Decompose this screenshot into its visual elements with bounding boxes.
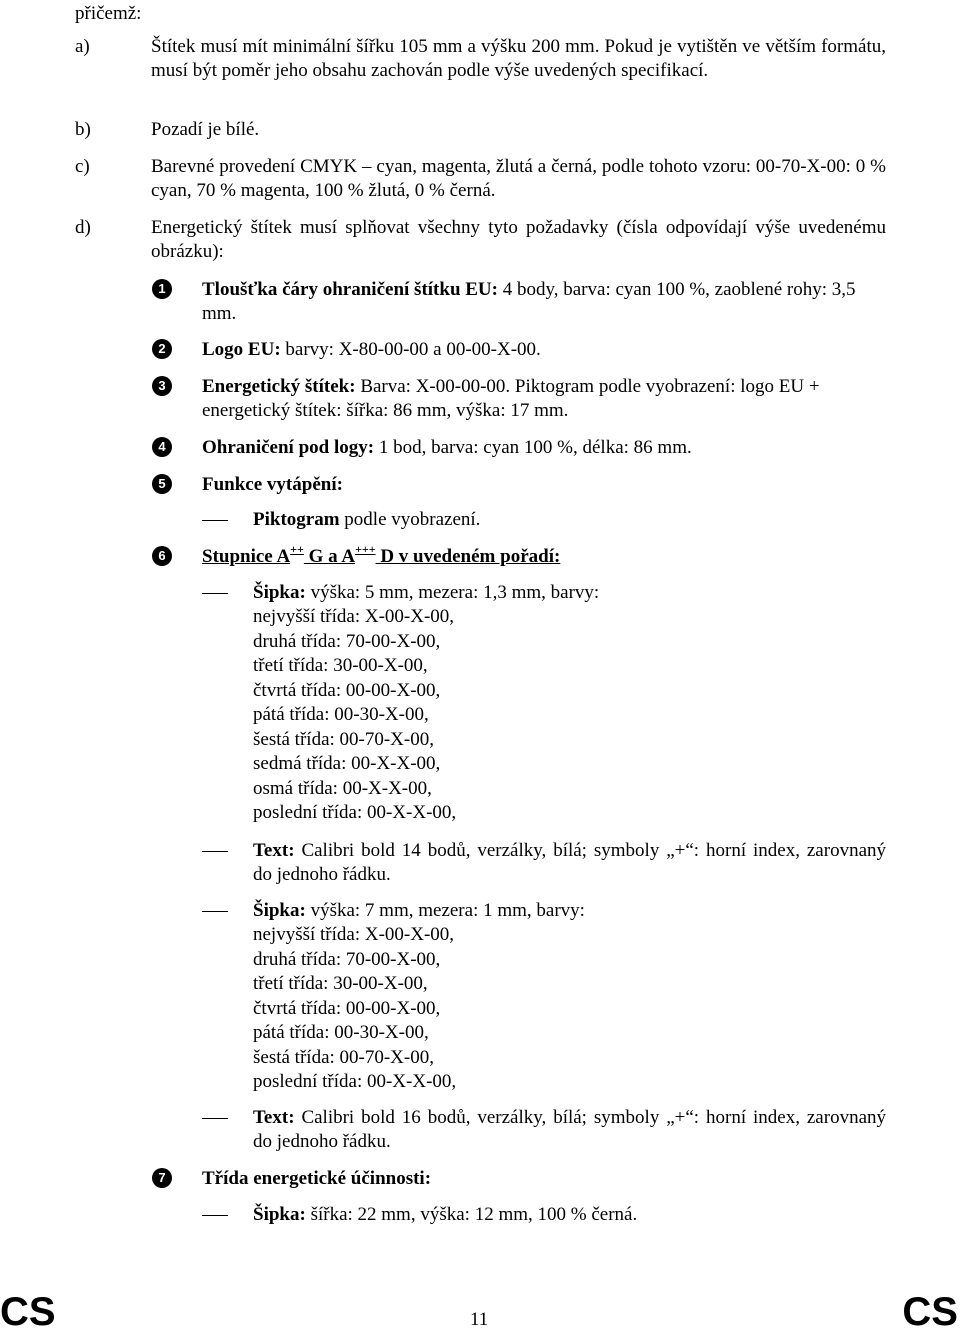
arrow-2-class-line: poslední třída: 00-X-X-00, [253, 1071, 457, 1092]
marker-7-icon: 7 [152, 1168, 172, 1188]
arrow-2-class-line: šestá třída: 00-70-X-00, [253, 1046, 434, 1068]
arrow-1-class-line: pátá třída: 00-30-X-00, [253, 704, 429, 725]
text-1-spec [253, 839, 886, 887]
text-1-title: Text: [253, 840, 295, 861]
arrow-1-class-line: šestá třída: 00-70-X-00, [253, 728, 434, 750]
requirement-3 [202, 375, 886, 423]
scale-sup-1: ++ [290, 542, 304, 556]
marker-1-icon: 1 [152, 279, 172, 299]
requirement-5-title: Funkce vytápění: [202, 474, 343, 495]
item-b-text: Pozadí je bílé. [151, 119, 260, 140]
requirement-7-sub [253, 1203, 637, 1227]
arrow-1-text: výška: 5 mm, mezera: 1,3 mm, barvy: [305, 582, 600, 603]
text-1-text: Calibri bold 14 bodů, verzálky, bílá; symboly „+“: horní index, zarovnaný do jednoho řádku. [253, 840, 886, 885]
requirement-4-title: Ohraničení pod logy: [202, 437, 375, 458]
dash-bullet [202, 593, 228, 594]
arrow-1-spec [253, 581, 886, 826]
arrow-1-class-line: sedmá třída: 00-X-X-00, [253, 753, 441, 774]
text-2-title: Text: [253, 1107, 295, 1128]
arrow-2-class-line: pátá třída: 00-30-X-00, [253, 1022, 429, 1043]
scale-title-c: D v uvedeném pořadí: [375, 546, 561, 567]
requirement-4 [202, 436, 886, 460]
requirement-6-title [202, 542, 561, 569]
marker-6-icon: 6 [152, 546, 172, 566]
item-d-text: Energetický štítek musí splňovat všechny tyto požadavky (čísla odpovídají výše uvedenému obrázku): [151, 217, 886, 262]
arrow-1-class-line: osmá třída: 00-X-X-00, [253, 777, 432, 799]
requirement-1-text: 4 body, barva: cyan 100 %, zaoblené rohy: 3,5 mm. [202, 279, 856, 324]
requirement-7-sub-text: šířka: 22 mm, výška: 12 mm, 100 % černá. [305, 1204, 638, 1225]
item-a-label: a) [75, 36, 90, 57]
dash-bullet [202, 1215, 228, 1216]
intro-text: přičemž: [75, 3, 142, 24]
arrow-1-class-line: čtvrtá třída: 00-00-X-00, [253, 679, 441, 701]
scale-title-a: Stupnice A [202, 546, 291, 567]
arrow-1-class-line: nejvyšší třída: X-00-X-00, [253, 606, 455, 627]
marker-4-icon: 4 [152, 437, 172, 457]
requirement-2 [202, 338, 886, 362]
dash-bullet [202, 851, 228, 852]
requirement-1-title: Tloušťka čáry ohraničení štítku EU: [202, 279, 498, 300]
arrow-1-class-line: poslední třída: 00-X-X-00, [253, 802, 457, 823]
requirement-3-title: Energetický štítek: [202, 376, 356, 397]
marker-5-icon: 5 [152, 474, 172, 494]
requirement-7-sub-title: Šipka: [253, 1204, 306, 1225]
arrow-2-class-line: nejvyšší třída: X-00-X-00, [253, 924, 455, 945]
footer-language-code-left: CS [0, 1290, 56, 1334]
arrow-1-class-line: druhá třída: 70-00-X-00, [253, 630, 441, 652]
requirement-2-text: barvy: X-80-00-00 a 00-00-X-00. [280, 339, 541, 360]
arrow-2-class-line: třetí třída: 30-00-X-00, [253, 973, 428, 994]
arrow-2-class-line: druhá třída: 70-00-X-00, [253, 948, 441, 970]
requirement-5-sub-title: Piktogram [253, 509, 340, 530]
text-2-text: Calibri bold 16 bodů, verzálky, bílá; symboly „+“: horní index, zarovnaný do jednoho řádku. [253, 1107, 886, 1152]
item-c-text: Barevné provedení CMYK – cyan, magenta, žlutá a černá, podle tohoto vzoru: 00-70-X-00: 0 % cyan, 70 % magenta, 100 % žlutá, 0 % černá. [151, 156, 886, 201]
scale-sup-2: +++ [355, 542, 376, 556]
text-2-spec [253, 1106, 886, 1154]
marker-2-icon: 2 [152, 339, 172, 359]
footer-language-code-right: CS [902, 1290, 958, 1334]
marker-3-icon: 3 [152, 376, 172, 396]
requirement-2-title: Logo EU: [202, 339, 281, 360]
requirement-5-sub-text: podle vyobrazení. [339, 509, 481, 530]
dash-bullet [202, 1118, 228, 1119]
item-a-text: Štítek musí mít minimální šířku 105 mm a výšku 200 mm. Pokud je vytištěn ve větším formátu, musí být poměr jeho obsahu zachován podle výše uvedených specifikací. [151, 36, 886, 81]
arrow-1-class-line: třetí třída: 30-00-X-00, [253, 655, 428, 676]
item-d-label: d) [75, 217, 91, 238]
requirement-3-text: Barva: X-00-00-00. Piktogram podle vyobrazení: logo EU + energetický štítek: šířka: 86 mm, výška: 17 mm. [202, 376, 820, 421]
dash-bullet [202, 520, 228, 521]
arrow-2-title: Šipka: [253, 900, 306, 921]
requirement-4-text: 1 bod, barva: cyan 100 %, délka: 86 mm. [374, 437, 692, 458]
arrow-1-title: Šipka: [253, 582, 306, 603]
dash-bullet [202, 911, 228, 912]
requirement-1 [202, 278, 886, 326]
arrow-2-spec [253, 899, 886, 1095]
arrow-2-text: výška: 7 mm, mezera: 1 mm, barvy: [305, 900, 585, 921]
page-number: 11 [470, 1309, 489, 1330]
requirement-5-sub [253, 508, 480, 532]
scale-title-b: G a A [303, 546, 356, 567]
requirement-7-title: Třída energetické účinnosti: [202, 1168, 432, 1189]
arrow-2-class-line: čtvrtá třída: 00-00-X-00, [253, 997, 441, 1019]
item-b-label: b) [75, 119, 91, 140]
item-c-label: c) [75, 156, 90, 177]
